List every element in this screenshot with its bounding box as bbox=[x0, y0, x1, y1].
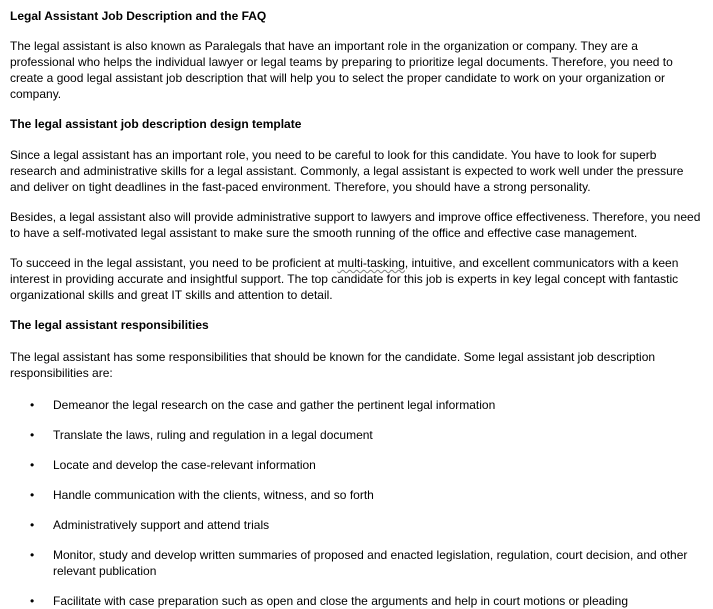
paragraph-administrative-support: Besides, a legal assistant also will provide administrative support to lawyers and improve office effectiveness. Therefore, you need to have a self-motivated legal assistant to make sure the smooth running of the office and effective case management. bbox=[10, 210, 701, 240]
list-item-text: Handle communication with the clients, witness, and so forth bbox=[53, 488, 374, 502]
bullet-icon: • bbox=[30, 398, 35, 412]
paragraph-succeed-rest: , intuitive, and excellent communicators with a keen interest in providing accurate and insightful support. The top candidate for this job is experts in key legal concept with fantastic organizational skills and great IT skills and attention to detail. bbox=[10, 256, 679, 302]
list-item-text: Facilitate with case preparation such as open and close the arguments and help in court motions or pleading bbox=[53, 594, 629, 608]
responsibilities-intro: The legal assistant has some responsibilities that should be known for the candidate. Some legal assistant job description responsibilities are: bbox=[10, 350, 656, 380]
bullet-icon: • bbox=[30, 458, 35, 472]
paragraph-succeed bbox=[10, 255, 705, 303]
bullet-icon: • bbox=[30, 488, 35, 502]
responsibilities-list bbox=[10, 397, 705, 609]
list-item-text: Translate the laws, ruling and regulation in a legal document bbox=[53, 428, 373, 442]
list-item bbox=[10, 487, 705, 503]
list-item bbox=[10, 547, 705, 579]
document-title: Legal Assistant Job Description and the FAQ bbox=[10, 9, 267, 23]
list-item bbox=[10, 593, 705, 609]
list-item-text: Locate and develop the case-relevant information bbox=[53, 458, 316, 472]
bullet-icon: • bbox=[30, 428, 35, 442]
list-item bbox=[10, 457, 705, 473]
bullet-icon: • bbox=[30, 548, 35, 562]
intro-paragraph: The legal assistant is also known as Paralegals that have an important role in the organization or company. They are a professional who helps the individual lawyer or legal teams by preparing to prioritize legal documents. Therefore, you need to create a good legal assistant job description that will help you to select the proper candidate to work on your organization or company. bbox=[10, 39, 673, 101]
spellcheck-marked-word: multi-tasking bbox=[337, 256, 405, 270]
list-item-text: Administratively support and attend trials bbox=[53, 518, 270, 532]
list-item bbox=[10, 517, 705, 533]
bullet-icon: • bbox=[30, 594, 35, 608]
list-item bbox=[10, 397, 705, 413]
list-item-text: Monitor, study and develop written summaries of proposed and enacted legislation, regulation, court decision, and other relevant publication bbox=[53, 548, 688, 578]
section-heading-design-template: The legal assistant job description design template bbox=[10, 117, 302, 131]
section-heading-responsibilities: The legal assistant responsibilities bbox=[10, 318, 209, 332]
bullet-icon: • bbox=[30, 518, 35, 532]
paragraph-succeed-start: To succeed in the legal assistant, you need to be proficient at bbox=[10, 256, 338, 270]
paragraph-important-role: Since a legal assistant has an important role, you need to be careful to look for this candidate. You have to look for superb research and administrative skills for a legal assistant. Commonly, a legal assistant is expected to work well under the pressure and deliver on tight deadlines in the fast-paced environment. Therefore, you should have a strong personality. bbox=[10, 148, 684, 194]
list-item-text: Demeanor the legal research on the case and gather the pertinent legal information bbox=[53, 398, 496, 412]
list-item bbox=[10, 427, 705, 443]
